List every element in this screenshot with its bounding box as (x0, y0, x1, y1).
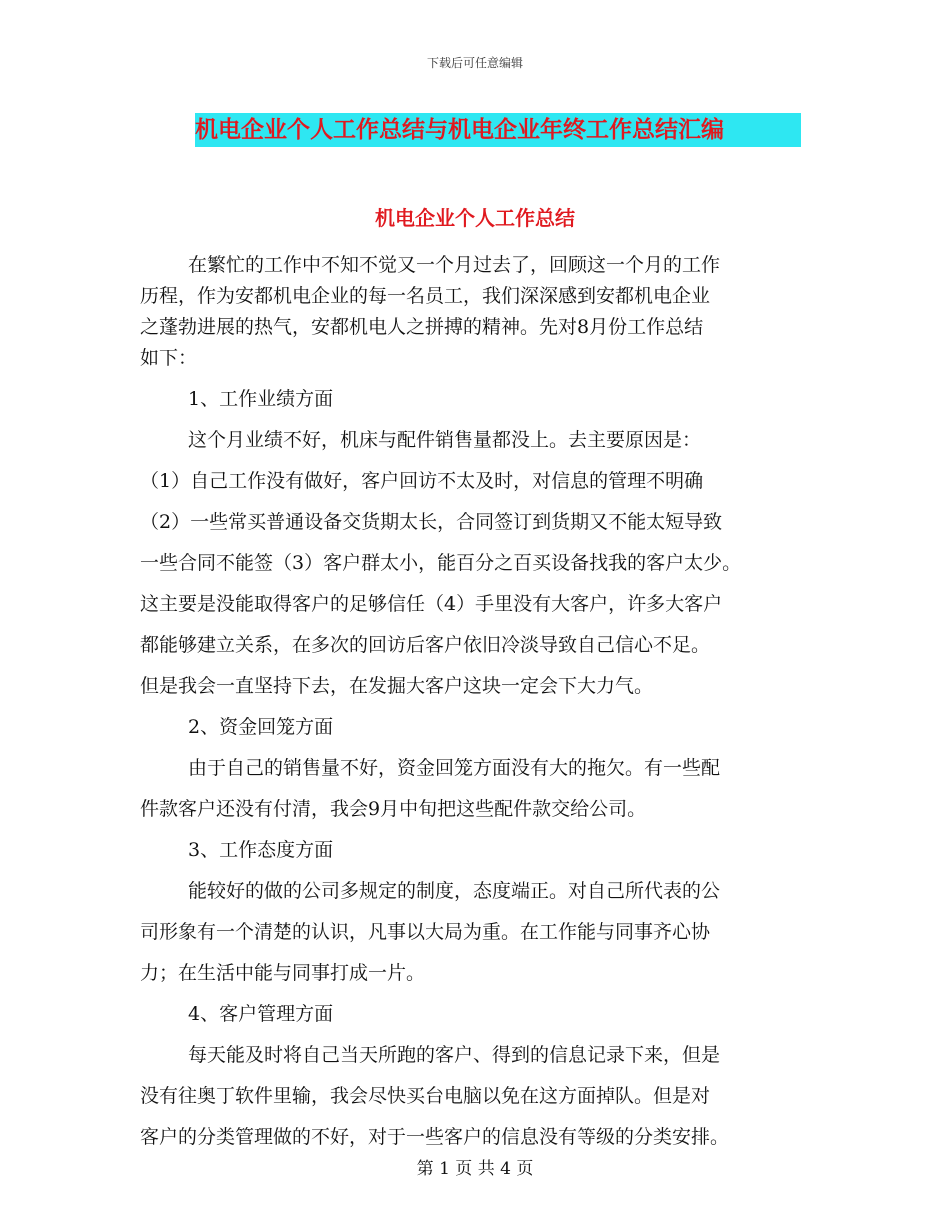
paragraph-line: 但是我会一直坚持下去，在发掘大客户这块一定会下大力气。 (140, 675, 654, 697)
paragraph-line: 力；在生活中能与同事打成一片。 (140, 962, 426, 984)
paragraph-line: 在繁忙的工作中不知不觉又一个月过去了，回顾这一个月的工作 (188, 254, 721, 276)
paragraph-line: 件款客户还没有付清，我会9月中旬把这些配件款交给公司。 (140, 798, 647, 820)
paragraph-line: 这主要是没能取得客户的足够信任（4）手里没有大客户，许多大客户 (140, 593, 723, 615)
page-footer: 第 1 页 共 4 页 (416, 1159, 534, 1179)
document-body (140, 250, 820, 1153)
page-header: 下载后可任意编辑 (426, 56, 523, 70)
paragraph-line: 能较好的做的公司多规定的制度，态度端正。对自己所代表的公 (188, 880, 721, 902)
section-heading-performance: 1、工作业绩方面 (188, 388, 334, 410)
paragraph-line: 都能够建立关系，在多次的回访后客户依旧冷淡导致自己信心不足。 (140, 634, 711, 656)
section-title: 机电企业个人工作总结 (375, 206, 575, 230)
paragraph-line: 如下： (140, 347, 198, 369)
paragraph-line: 这个月业绩不好，机床与配件销售量都没上。去主要原因是： (188, 429, 702, 451)
paragraph-line: 之蓬勃进展的热气，安都机电人之拼搏的精神。先对8月份工作总结 (140, 316, 704, 338)
paragraph-line: 客户的分类管理做的不好，对于一些客户的信息没有等级的分类安排。 (140, 1126, 730, 1148)
paragraph-line: 每天能及时将自己当天所跑的客户、得到的信息记录下来，但是 (188, 1044, 721, 1066)
paragraph-line: 司形象有一个清楚的认识，凡事以大局为重。在工作能与同事齐心协 (140, 921, 711, 943)
paragraph-line: 没有往奥丁软件里输，我会尽快买台电脑以免在这方面掉队。但是对 (140, 1085, 711, 1107)
section-heading-customers: 4、客户管理方面 (188, 1003, 334, 1025)
document-title: 机电企业个人工作总结与机电企业年终工作总结汇编 (195, 113, 801, 147)
paragraph-line: 由于自己的销售量不好，资金回笼方面没有大的拖欠。有一些配 (188, 757, 721, 779)
paragraph-line: （1）自己工作没有做好，客户回访不太及时，对信息的管理不明确 (140, 470, 704, 492)
paragraph-line: （2）一些常买普通设备交货期太长，合同签订到货期又不能太短导致 (140, 511, 723, 533)
paragraph-line: 一些合同不能签（3）客户群太小，能百分之百买设备找我的客户太少。 (140, 552, 742, 574)
paragraph-line: 历程，作为安都机电企业的每一名员工，我们深深感到安都机电企业 (140, 285, 711, 307)
section-heading-funds: 2、资金回笼方面 (188, 716, 334, 738)
section-heading-attitude: 3、工作态度方面 (188, 839, 334, 861)
